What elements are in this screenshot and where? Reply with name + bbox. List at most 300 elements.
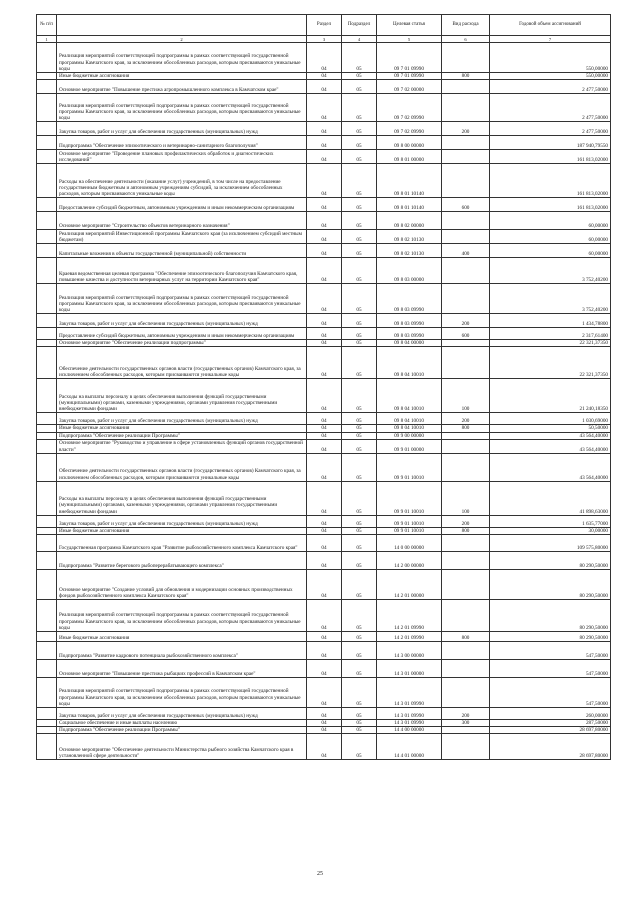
table-row	[37, 284, 611, 314]
row-sum-cell: 187 940,79550	[490, 136, 611, 150]
column-number-row	[37, 36, 611, 43]
row-sum-cell: 1 635,77000	[490, 515, 611, 527]
table-row	[37, 150, 611, 164]
row-target-article-cell: 09 7 01 09990	[377, 43, 442, 73]
row-razdel-cell: 04	[307, 413, 342, 425]
row-razdel-cell: 04	[307, 212, 342, 230]
row-podrazdel-cell: 05	[342, 660, 377, 678]
row-podrazdel-cell: 05	[342, 328, 377, 340]
table-row	[37, 570, 611, 600]
row-name-cell: Закупка товаров, работ и услуг для обеспечения государственных (муниципальных) нужд	[57, 413, 307, 425]
table-row	[37, 198, 611, 212]
row-target-article-cell: 09 8 04 00000	[377, 340, 442, 347]
row-name-cell: Государственная программа Камчатского края "Развитие рыбохозяйственного комплекса Камчатского края"	[57, 535, 307, 552]
row-name-cell: Подпрограмма "Развитие кадрового потенциала рыбохозяйственного комплекса"	[57, 642, 307, 660]
row-razdel-cell: 04	[307, 136, 342, 150]
row-name-cell: Расходы на выплаты персоналу в целях обеспечения выполнения функций государственными (муниципальными) органами, казенными учреждениями, органами управления государственными внебюджетными фондами	[57, 379, 307, 413]
header-razdel: Раздел	[307, 15, 342, 36]
row-expense-type-cell: 200	[442, 708, 490, 720]
row-razdel-cell: 04	[307, 642, 342, 660]
row-expense-type-cell	[442, 642, 490, 660]
row-expense-type-cell	[442, 258, 490, 284]
table-row	[37, 379, 611, 413]
row-target-article-cell: 14 3 01 09990	[377, 720, 442, 727]
row-expense-type-cell	[442, 432, 490, 439]
row-razdel-cell: 04	[307, 164, 342, 198]
row-name-cell: Реализация мероприятий Инвестиционной программы Камчатского края (за исключением субсидий местным бюджетам)	[57, 230, 307, 244]
row-razdel-cell: 04	[307, 150, 342, 164]
col-number: 5	[377, 36, 442, 43]
row-razdel-cell: 04	[307, 230, 342, 244]
table-row	[37, 515, 611, 527]
row-sum-cell: 3 752,40200	[490, 258, 611, 284]
row-target-article-cell: 09 7 02 00000	[377, 80, 442, 94]
row-num-cell	[37, 552, 57, 570]
row-expense-type-cell	[442, 136, 490, 150]
row-podrazdel-cell: 05	[342, 244, 377, 258]
row-sum-cell: 50,50000	[490, 425, 611, 432]
row-razdel-cell: 04	[307, 94, 342, 122]
row-name-cell: Закупка товаров, работ и услуг для обеспечения государственных (муниципальных) нужд	[57, 515, 307, 527]
row-num-cell	[37, 347, 57, 379]
row-razdel-cell: 04	[307, 734, 342, 760]
row-expense-type-cell: 200	[442, 122, 490, 136]
table-row	[37, 708, 611, 720]
row-expense-type-cell: 200	[442, 515, 490, 527]
table-row	[37, 80, 611, 94]
row-razdel-cell: 04	[307, 708, 342, 720]
table-row	[37, 720, 611, 727]
table-row	[37, 314, 611, 328]
row-sum-cell: 22 321,37350	[490, 347, 611, 379]
row-podrazdel-cell: 05	[342, 284, 377, 314]
row-num-cell	[37, 708, 57, 720]
row-sum-cell: 60,00000	[490, 244, 611, 258]
row-razdel-cell: 04	[307, 80, 342, 94]
row-sum-cell: 28 697,80000	[490, 734, 611, 760]
row-sum-cell: 547,50000	[490, 660, 611, 678]
row-expense-type-cell	[442, 150, 490, 164]
table-row	[37, 413, 611, 425]
row-expense-type-cell	[442, 734, 490, 760]
row-podrazdel-cell: 05	[342, 413, 377, 425]
row-razdel-cell: 04	[307, 660, 342, 678]
row-podrazdel-cell: 05	[342, 136, 377, 150]
row-name-cell: Социальное обеспечение и иные выплаты населению	[57, 720, 307, 727]
row-num-cell	[37, 720, 57, 727]
row-podrazdel-cell: 05	[342, 678, 377, 708]
row-expense-type-cell	[442, 552, 490, 570]
row-target-article-cell: 09 8 00 00000	[377, 136, 442, 150]
row-name-cell: Основное мероприятие "Проведение плановых профилактических обработок и диагностических исследований"	[57, 150, 307, 164]
row-num-cell	[37, 258, 57, 284]
row-podrazdel-cell: 05	[342, 198, 377, 212]
row-num-cell	[37, 314, 57, 328]
row-razdel-cell: 04	[307, 43, 342, 73]
row-sum-cell: 2 317,61400	[490, 328, 611, 340]
row-razdel-cell: 04	[307, 727, 342, 734]
table-row	[37, 340, 611, 347]
table-row	[37, 122, 611, 136]
row-sum-cell: 30,00000	[490, 527, 611, 534]
page-number: 25	[317, 871, 323, 877]
row-name-cell: Обеспечение деятельности государственных органов власти (государственных органов) Камчатского края, за исключением обособленных расходов, которым присваиваются уникальные коды	[57, 453, 307, 481]
row-sum-cell: 60,00000	[490, 230, 611, 244]
row-target-article-cell: 09 9 01 10010	[377, 527, 442, 534]
row-num-cell	[37, 432, 57, 439]
row-sum-cell: 80 290,50000	[490, 552, 611, 570]
row-target-article-cell: 09 8 04 10010	[377, 379, 442, 413]
row-podrazdel-cell: 05	[342, 642, 377, 660]
row-razdel-cell: 04	[307, 453, 342, 481]
row-num-cell	[37, 122, 57, 136]
row-razdel-cell: 04	[307, 425, 342, 432]
row-target-article-cell: 14 3 00 00000	[377, 642, 442, 660]
row-expense-type-cell	[442, 600, 490, 632]
table-row	[37, 660, 611, 678]
row-podrazdel-cell: 05	[342, 73, 377, 80]
row-razdel-cell: 04	[307, 379, 342, 413]
row-sum-cell: 22 321,37350	[490, 340, 611, 347]
row-expense-type-cell	[442, 453, 490, 481]
row-name-cell: Иные бюджетные ассигнования	[57, 527, 307, 534]
table-row	[37, 164, 611, 198]
row-expense-type-cell: 200	[442, 413, 490, 425]
row-target-article-cell: 09 7 02 09990	[377, 122, 442, 136]
row-target-article-cell: 14 2 00 00000	[377, 552, 442, 570]
row-target-article-cell: 14 3 01 09990	[377, 708, 442, 720]
row-razdel-cell: 04	[307, 552, 342, 570]
row-sum-cell: 2 477,50000	[490, 80, 611, 94]
row-expense-type-cell	[442, 80, 490, 94]
row-sum-cell: 60,00000	[490, 212, 611, 230]
table-row	[37, 439, 611, 453]
row-expense-type-cell	[442, 94, 490, 122]
row-sum-cell: 547,50000	[490, 678, 611, 708]
row-name-cell: Реализация мероприятий соответствующей подпрограммы в рамках соответствующей государственной программы Камчатского края, за исключением обособленных расходов, которым присваиваются уникальные коды	[57, 600, 307, 632]
row-target-article-cell: 09 8 03 00000	[377, 258, 442, 284]
row-name-cell: Закупка товаров, работ и услуг для обеспечения государственных (муниципальных) нужд	[57, 122, 307, 136]
row-sum-cell: 3 752,40200	[490, 284, 611, 314]
table-body	[37, 43, 611, 760]
row-expense-type-cell	[442, 347, 490, 379]
row-sum-cell: 161 813,02000	[490, 198, 611, 212]
row-razdel-cell: 04	[307, 439, 342, 453]
row-podrazdel-cell: 05	[342, 481, 377, 515]
row-razdel-cell: 04	[307, 244, 342, 258]
row-num-cell	[37, 527, 57, 534]
table-row	[37, 230, 611, 244]
row-name-cell: Расходы на выплаты персоналу в целях обеспечения выполнения функций государственными (муниципальными) органами, казенными учреждениями, органами управления государственными внебюджетными фондами	[57, 481, 307, 515]
table-row	[37, 453, 611, 481]
row-target-article-cell: 09 9 01 10010	[377, 453, 442, 481]
table-row	[37, 734, 611, 760]
row-podrazdel-cell: 05	[342, 150, 377, 164]
row-podrazdel-cell: 05	[342, 727, 377, 734]
row-target-article-cell: 14 0 00 00000	[377, 535, 442, 552]
row-name-cell: Обеспечение деятельности государственных органов власти (государственных органов) Камчатского края, за исключением обособленных расходов, которым присваиваются уникальные коды	[57, 347, 307, 379]
row-sum-cell: 550,00000	[490, 73, 611, 80]
row-podrazdel-cell: 05	[342, 94, 377, 122]
row-target-article-cell: 14 2 01 00000	[377, 570, 442, 600]
row-num-cell	[37, 164, 57, 198]
row-expense-type-cell	[442, 570, 490, 600]
row-podrazdel-cell: 05	[342, 80, 377, 94]
header-num: № п/п	[37, 15, 57, 36]
table-row	[37, 642, 611, 660]
row-expense-type-cell	[442, 43, 490, 73]
row-name-cell: Реализация мероприятий соответствующей подпрограммы в рамках соответствующей государственной программы Камчатского края, за исключением обособленных расходов, которым присваиваются уникальные коды	[57, 678, 307, 708]
row-expense-type-cell	[442, 535, 490, 552]
row-target-article-cell: 09 8 03 09990	[377, 328, 442, 340]
row-name-cell: Подпрограмма "Обеспечение реализации Программы"	[57, 727, 307, 734]
row-sum-cell: 2 477,50000	[490, 122, 611, 136]
row-name-cell: Иные бюджетные ассигнования	[57, 425, 307, 432]
row-razdel-cell: 04	[307, 678, 342, 708]
table-row	[37, 432, 611, 439]
row-podrazdel-cell: 05	[342, 43, 377, 73]
row-num-cell	[37, 198, 57, 212]
row-expense-type-cell: 800	[442, 632, 490, 642]
row-target-article-cell: 14 3 01 09990	[377, 678, 442, 708]
row-podrazdel-cell: 05	[342, 535, 377, 552]
row-sum-cell: 547,50000	[490, 642, 611, 660]
header-annual-sum: Годовой объем ассигнований	[490, 15, 611, 36]
row-num-cell	[37, 515, 57, 527]
row-sum-cell: 1 434,78800	[490, 314, 611, 328]
table-row	[37, 328, 611, 340]
row-target-article-cell: 14 4 00 00000	[377, 727, 442, 734]
row-target-article-cell: 09 7 02 09990	[377, 94, 442, 122]
row-num-cell	[37, 284, 57, 314]
row-num-cell	[37, 535, 57, 552]
row-podrazdel-cell: 05	[342, 453, 377, 481]
table-row	[37, 258, 611, 284]
table-row	[37, 94, 611, 122]
row-podrazdel-cell: 05	[342, 527, 377, 534]
row-target-article-cell: 09 8 02 10130	[377, 230, 442, 244]
row-podrazdel-cell: 05	[342, 708, 377, 720]
row-razdel-cell: 04	[307, 347, 342, 379]
row-podrazdel-cell: 05	[342, 258, 377, 284]
row-target-article-cell: 09 8 01 10140	[377, 198, 442, 212]
row-expense-type-cell: 300	[442, 720, 490, 727]
row-name-cell: Иные бюджетные ассигнования	[57, 73, 307, 80]
row-name-cell: Подпрограмма "Обеспечение реализации Программы"	[57, 432, 307, 439]
row-num-cell	[37, 727, 57, 734]
table-header-row	[37, 15, 611, 36]
row-podrazdel-cell: 05	[342, 379, 377, 413]
row-target-article-cell: 09 7 01 09990	[377, 73, 442, 80]
row-num-cell	[37, 150, 57, 164]
row-name-cell: Основное мероприятие "Обеспечение деятельности Министерства рыбного хозяйства Камчатского края в установленной сфере деятельности"	[57, 734, 307, 760]
table-row	[37, 136, 611, 150]
table-row	[37, 425, 611, 432]
row-sum-cell: 43 564,40000	[490, 432, 611, 439]
row-target-article-cell: 09 8 04 10010	[377, 413, 442, 425]
row-sum-cell: 161 813,02000	[490, 150, 611, 164]
table-row	[37, 212, 611, 230]
row-num-cell	[37, 244, 57, 258]
row-podrazdel-cell: 05	[342, 347, 377, 379]
row-name-cell: Закупка товаров, работ и услуг для обеспечения государственных (муниципальных) нужд	[57, 314, 307, 328]
row-razdel-cell: 04	[307, 432, 342, 439]
row-num-cell	[37, 212, 57, 230]
header-expense-type: Вид расхода	[442, 15, 490, 36]
table-row	[37, 678, 611, 708]
row-sum-cell: 80 290,50000	[490, 600, 611, 632]
table-row	[37, 481, 611, 515]
row-target-article-cell: 09 8 02 10130	[377, 244, 442, 258]
row-razdel-cell: 04	[307, 720, 342, 727]
row-num-cell	[37, 230, 57, 244]
row-razdel-cell: 04	[307, 481, 342, 515]
row-name-cell: Подпрограмма "Обеспечение эпизоотического и ветеринарно-санитарного благополучия"	[57, 136, 307, 150]
row-razdel-cell: 04	[307, 632, 342, 642]
row-target-article-cell: 09 8 04 10010	[377, 347, 442, 379]
row-num-cell	[37, 734, 57, 760]
table-row	[37, 632, 611, 642]
table-row	[37, 535, 611, 552]
row-expense-type-cell	[442, 660, 490, 678]
row-podrazdel-cell: 05	[342, 314, 377, 328]
row-name-cell: Реализация мероприятий соответствующей подпрограммы в рамках соответствующей государственной программы Камчатского края, за исключением обособленных расходов, которым присваиваются уникальные коды	[57, 94, 307, 122]
row-podrazdel-cell: 05	[342, 734, 377, 760]
row-razdel-cell: 04	[307, 198, 342, 212]
row-target-article-cell: 09 9 01 10010	[377, 515, 442, 527]
row-podrazdel-cell: 05	[342, 570, 377, 600]
row-podrazdel-cell: 05	[342, 122, 377, 136]
row-expense-type-cell: 400	[442, 244, 490, 258]
row-name-cell: Предоставление субсидий бюджетным, автономным учреждениям и иным некоммерческим организациям	[57, 198, 307, 212]
row-sum-cell: 2 477,50000	[490, 94, 611, 122]
row-razdel-cell: 04	[307, 314, 342, 328]
row-sum-cell: 43 564,40000	[490, 453, 611, 481]
table-row	[37, 73, 611, 80]
row-expense-type-cell: 100	[442, 379, 490, 413]
row-sum-cell: 41 898,63000	[490, 481, 611, 515]
row-razdel-cell: 04	[307, 527, 342, 534]
row-num-cell	[37, 678, 57, 708]
row-name-cell: Краевая ведомственная целевая программа "Обеспечение эпизоотического благополучия Камчатского края, повышение качества и доступности ветеринарных услуг на территории Камчатского края"	[57, 258, 307, 284]
row-name-cell: Капитальные вложения в объекты государственной (муниципальной) собственности	[57, 244, 307, 258]
row-name-cell: Основное мероприятие "Обеспечение реализации подпрограммы"	[57, 340, 307, 347]
row-expense-type-cell: 600	[442, 328, 490, 340]
table-row	[37, 552, 611, 570]
col-number: 3	[307, 36, 342, 43]
row-num-cell	[37, 340, 57, 347]
row-name-cell: Основное мероприятие "Повышение престижа агропромышленного комплекса в Камчатском крае"	[57, 80, 307, 94]
header-podrazdel: Подраздел	[342, 15, 377, 36]
row-sum-cell: 28 697,80000	[490, 727, 611, 734]
row-sum-cell: 80 290,50000	[490, 632, 611, 642]
row-name-cell: Реализация мероприятий соответствующей подпрограммы в рамках соответствующей государственной программы Камчатского края, за исключением обособленных расходов, которым присваиваются уникальные коды	[57, 43, 307, 73]
row-num-cell	[37, 660, 57, 678]
row-name-cell: Иные бюджетные ассигнования	[57, 632, 307, 642]
row-sum-cell: 1 030,69000	[490, 413, 611, 425]
row-podrazdel-cell: 05	[342, 632, 377, 642]
row-target-article-cell: 14 3 01 00000	[377, 660, 442, 678]
row-num-cell	[37, 413, 57, 425]
row-podrazdel-cell: 05	[342, 432, 377, 439]
col-number: 1	[37, 36, 57, 43]
row-razdel-cell: 04	[307, 284, 342, 314]
table-row	[37, 727, 611, 734]
row-name-cell: Основное мероприятие "Руководство и управление в сфере установленных функций органов государственной власти"	[57, 439, 307, 453]
row-razdel-cell: 04	[307, 73, 342, 80]
row-num-cell	[37, 80, 57, 94]
row-podrazdel-cell: 05	[342, 164, 377, 198]
col-number: 2	[57, 36, 307, 43]
row-target-article-cell: 09 8 02 00000	[377, 212, 442, 230]
row-expense-type-cell	[442, 340, 490, 347]
header-target-article: Целевая статья	[377, 15, 442, 36]
row-podrazdel-cell: 05	[342, 340, 377, 347]
row-num-cell	[37, 328, 57, 340]
row-sum-cell: 43 564,40000	[490, 439, 611, 453]
row-podrazdel-cell: 05	[342, 552, 377, 570]
row-target-article-cell: 14 2 01 09990	[377, 632, 442, 642]
row-expense-type-cell: 200	[442, 314, 490, 328]
table-row	[37, 600, 611, 632]
row-expense-type-cell: 100	[442, 481, 490, 515]
row-expense-type-cell	[442, 439, 490, 453]
row-name-cell: Основное мероприятие "Повышение престижа рыбацких профессий в Камчатском крае"	[57, 660, 307, 678]
row-podrazdel-cell: 05	[342, 600, 377, 632]
row-razdel-cell: 04	[307, 122, 342, 136]
row-razdel-cell: 04	[307, 340, 342, 347]
row-razdel-cell: 04	[307, 600, 342, 632]
row-num-cell	[37, 453, 57, 481]
row-podrazdel-cell: 05	[342, 230, 377, 244]
row-podrazdel-cell: 05	[342, 515, 377, 527]
row-expense-type-cell	[442, 164, 490, 198]
row-podrazdel-cell: 05	[342, 720, 377, 727]
row-expense-type-cell	[442, 727, 490, 734]
table-row	[37, 244, 611, 258]
row-target-article-cell: 14 4 01 00000	[377, 734, 442, 760]
row-name-cell: Основное мероприятие "Создание условий для обновления и модернизации основных производственных фондов рыбохозяйственного комплекса Камчатского края"	[57, 570, 307, 600]
row-sum-cell: 260,00000	[490, 708, 611, 720]
row-expense-type-cell: 800	[442, 527, 490, 534]
row-sum-cell: 80 290,50000	[490, 570, 611, 600]
row-name-cell: Расходы на обеспечение деятельности (оказание услуг) учреждений, в том числе на предоставление государственным бюджетным и автономным учреждениям субсидий, за исключением обособленных расходов, которым присваиваются уникальные коды	[57, 164, 307, 198]
row-target-article-cell: 09 9 00 00000	[377, 432, 442, 439]
row-num-cell	[37, 425, 57, 432]
row-name-cell: Реализация мероприятий соответствующей подпрограммы в рамках соответствующей государственной программы Камчатского края, за исключением обособленных расходов, которым присваиваются уникальные коды	[57, 284, 307, 314]
row-razdel-cell: 04	[307, 328, 342, 340]
col-number: 6	[442, 36, 490, 43]
row-expense-type-cell: 600	[442, 198, 490, 212]
row-num-cell	[37, 481, 57, 515]
row-num-cell	[37, 94, 57, 122]
table-row	[37, 43, 611, 73]
row-expense-type-cell: 800	[442, 73, 490, 80]
row-num-cell	[37, 43, 57, 73]
row-razdel-cell: 04	[307, 570, 342, 600]
row-expense-type-cell: 800	[442, 425, 490, 432]
col-number: 7	[490, 36, 611, 43]
header-name	[57, 15, 307, 36]
row-sum-cell: 109 575,80000	[490, 535, 611, 552]
row-target-article-cell: 14 2 01 09990	[377, 600, 442, 632]
col-number: 4	[342, 36, 377, 43]
table-row	[37, 347, 611, 379]
budget-sheet	[36, 14, 610, 760]
row-expense-type-cell	[442, 230, 490, 244]
row-expense-type-cell	[442, 678, 490, 708]
row-sum-cell: 550,00000	[490, 43, 611, 73]
